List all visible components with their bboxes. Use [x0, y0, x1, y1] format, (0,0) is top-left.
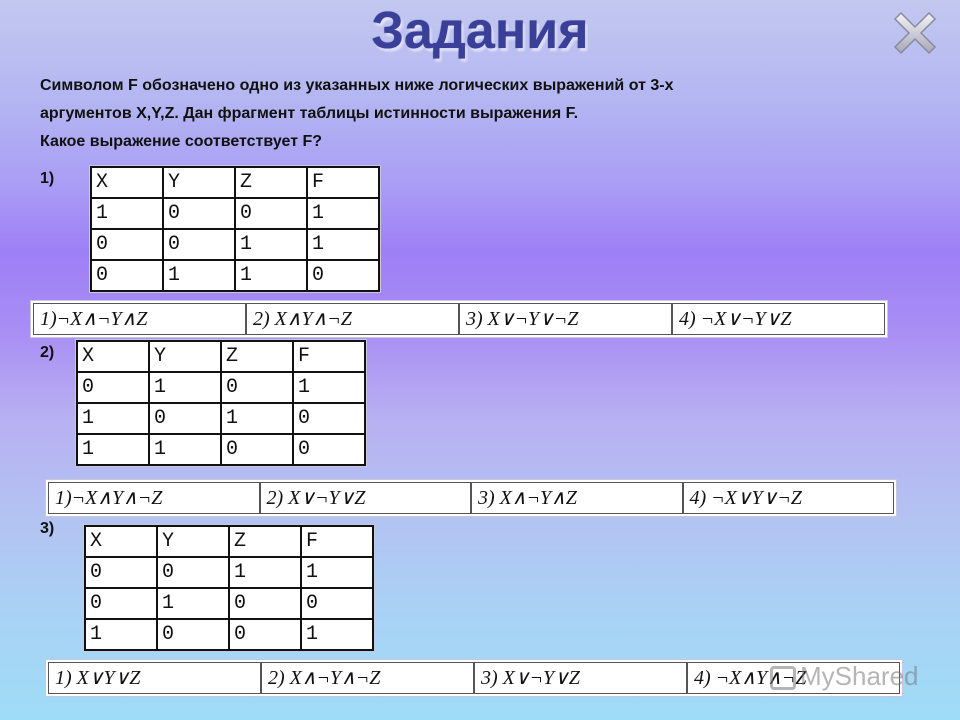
answer-option[interactable]: 3) X∨¬Y∨Z: [474, 662, 687, 694]
table-cell: 0: [163, 198, 235, 229]
table-header-row: [77, 341, 365, 372]
table-cell: 0: [307, 260, 379, 291]
column-header: X: [85, 526, 157, 557]
table-row: [77, 372, 365, 403]
problem-number: 2): [40, 344, 55, 361]
close-icon[interactable]: [893, 11, 937, 55]
task-line: Какое выражение соответствует F?: [40, 133, 323, 150]
table-cell: 0: [229, 588, 301, 619]
answer-option[interactable]: 2) X∧¬Y∧¬Z: [261, 662, 474, 694]
column-header: Z: [221, 341, 293, 372]
watermark-text: MyShared: [800, 661, 919, 691]
table-row: [85, 557, 373, 588]
table-row: [85, 588, 373, 619]
task-line: Символом F обозначено одно из указанных ниже логических выражений от 3-х: [40, 77, 674, 94]
slide-title: Задания: [371, 2, 589, 60]
table-cell: 1: [77, 403, 149, 434]
answer-option[interactable]: 1)¬X∧¬Y∧Z: [33, 303, 246, 335]
table-header-row: [91, 167, 379, 198]
task-line: аргументов X,Y,Z. Дан фрагмент таблицы истинности выражения F.: [40, 105, 579, 122]
problem-number: 1): [40, 170, 55, 187]
table-cell: 1: [229, 557, 301, 588]
table-cell: 1: [293, 372, 365, 403]
table-cell: 0: [163, 229, 235, 260]
table-cell: 0: [293, 403, 365, 434]
table-cell: 0: [221, 434, 293, 465]
table-cell: 1: [301, 619, 373, 650]
answer-option[interactable]: 3) X∧¬Y∧Z: [471, 482, 683, 514]
table-cell: 0: [221, 372, 293, 403]
answer-option[interactable]: 2) X∨¬Y∨Z: [260, 482, 472, 514]
table-row: [91, 260, 379, 291]
table-cell: 1: [85, 619, 157, 650]
column-header: X: [77, 341, 149, 372]
table-cell: 0: [85, 588, 157, 619]
table-row: [91, 229, 379, 260]
table-cell: 1: [149, 372, 221, 403]
table-row: [77, 403, 365, 434]
answer-options: [46, 480, 896, 516]
column-header: Y: [149, 341, 221, 372]
table-cell: 1: [91, 198, 163, 229]
truth-table: [90, 166, 380, 292]
table-row: [91, 198, 379, 229]
answer-options: [31, 301, 887, 337]
table-cell: 0: [157, 557, 229, 588]
table-cell: 1: [307, 198, 379, 229]
truth-table: [84, 525, 374, 651]
table-cell: 1: [301, 557, 373, 588]
watermark: [770, 658, 930, 694]
answer-option[interactable]: 4) ¬X∨¬Y∨Z: [672, 303, 885, 335]
table-cell: 0: [85, 557, 157, 588]
column-header: F: [293, 341, 365, 372]
column-header: F: [307, 167, 379, 198]
table-cell: 0: [77, 372, 149, 403]
answer-option[interactable]: 2) X∧Y∧¬Z: [246, 303, 459, 335]
table-cell: 0: [301, 588, 373, 619]
column-header: X: [91, 167, 163, 198]
column-header: Z: [229, 526, 301, 557]
table-cell: 1: [163, 260, 235, 291]
table-cell: 0: [157, 619, 229, 650]
table-row: [77, 434, 365, 465]
table-cell: 0: [235, 198, 307, 229]
presentation-icon: [770, 666, 796, 690]
table-cell: 0: [293, 434, 365, 465]
table-cell: 0: [229, 619, 301, 650]
answer-option[interactable]: 1) X∨Y∨Z: [48, 662, 261, 694]
table-cell: 1: [235, 229, 307, 260]
table-cell: 0: [149, 403, 221, 434]
column-header: Z: [235, 167, 307, 198]
answer-option[interactable]: 1)¬X∧Y∧¬Z: [48, 482, 260, 514]
column-header: Y: [157, 526, 229, 557]
table-cell: 0: [91, 260, 163, 291]
column-header: Y: [163, 167, 235, 198]
problem-number: 3): [40, 520, 55, 537]
answer-option[interactable]: 4) ¬X∧Y∧¬Z: [687, 662, 900, 694]
table-cell: 1: [221, 403, 293, 434]
answer-option[interactable]: 3) X∨¬Y∨¬Z: [459, 303, 672, 335]
table-row: [85, 619, 373, 650]
table-cell: 1: [77, 434, 149, 465]
table-cell: 1: [149, 434, 221, 465]
column-header: F: [301, 526, 373, 557]
table-cell: 1: [235, 260, 307, 291]
task-text: [40, 72, 930, 156]
table-header-row: [85, 526, 373, 557]
table-cell: 1: [157, 588, 229, 619]
truth-table: [76, 340, 366, 466]
answer-option[interactable]: 4) ¬X∨Y∨¬Z: [683, 482, 895, 514]
table-cell: 1: [307, 229, 379, 260]
table-cell: 0: [91, 229, 163, 260]
